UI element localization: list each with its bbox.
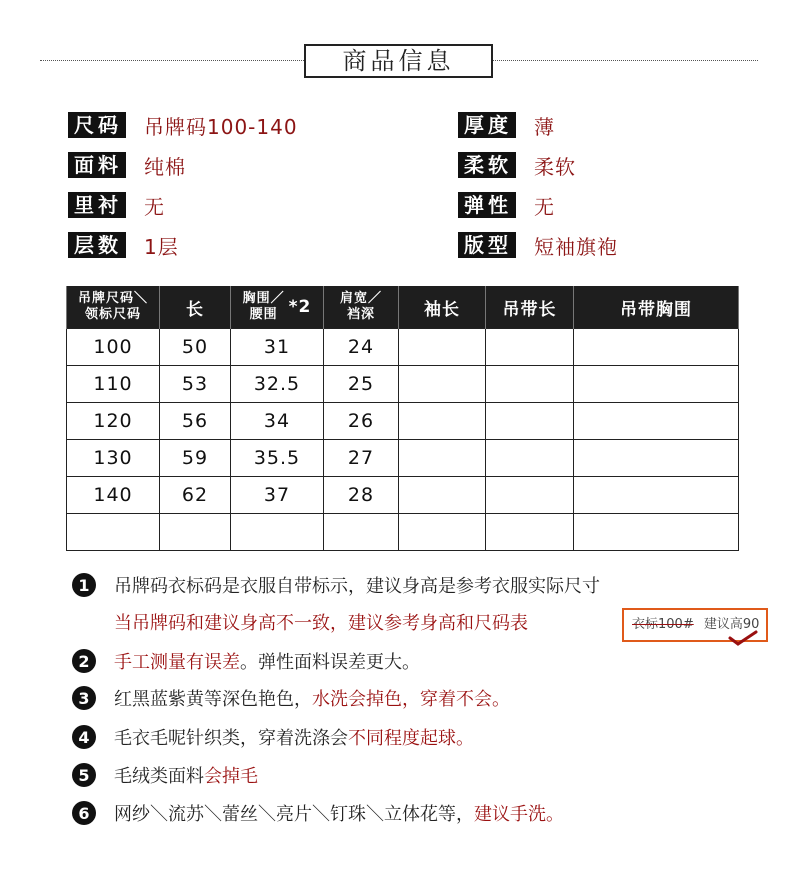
table-cell	[574, 329, 739, 366]
table-row	[67, 366, 739, 403]
note-3-red: 水洗会掉色，穿着不会。	[312, 689, 510, 710]
table-cell	[574, 366, 739, 403]
tag-struck-text: 衣标100#	[632, 617, 694, 632]
info-thickness	[458, 112, 555, 138]
info-softness	[458, 152, 576, 178]
table-row	[67, 403, 739, 440]
header-shoulder-line2: 裆深	[346, 307, 375, 322]
size-table	[66, 286, 739, 551]
softness-label: 柔软	[458, 152, 516, 178]
table-cell: 53	[160, 366, 231, 403]
note-number-2: 2	[72, 649, 96, 673]
note-5-text: 毛绒类面料	[114, 766, 204, 787]
info-fabric	[68, 152, 186, 178]
table-cell: 35.5	[231, 440, 324, 477]
table-cell: 32.5	[231, 366, 324, 403]
header-size-tag-line2: 领标尺码	[84, 307, 141, 322]
table-cell: 26	[324, 403, 399, 440]
note-1b-text: 当吊牌码和建议身高不一致，建议参考身高和尺码表	[114, 613, 528, 634]
title-line-right	[493, 60, 758, 61]
table-cell	[399, 440, 486, 477]
thickness-value: 薄	[534, 114, 555, 139]
note-number-1: 1	[72, 573, 96, 597]
note-3	[72, 683, 510, 713]
table-cell	[574, 440, 739, 477]
note-4-red: 不同程度起球。	[348, 728, 474, 749]
table-cell	[399, 477, 486, 514]
note-6-red: 建议手洗。	[474, 804, 564, 825]
size-value: 吊牌码100-140	[144, 114, 298, 139]
title-line-left	[40, 60, 304, 61]
table-row	[67, 440, 739, 477]
fabric-label: 面料	[68, 152, 126, 178]
header-strap-bust: 吊带胸围	[574, 286, 739, 329]
info-lining	[68, 192, 165, 218]
table-cell	[399, 366, 486, 403]
note-2	[72, 646, 420, 676]
note-2-red: 手工测量有误差	[114, 652, 240, 673]
table-row	[67, 477, 739, 514]
table-cell	[67, 514, 160, 551]
note-number-3: 3	[72, 686, 96, 710]
table-cell	[160, 514, 231, 551]
note-3-text: 红黑蓝紫黄等深色艳色，	[114, 689, 312, 710]
table-cell	[399, 514, 486, 551]
note-number-4: 4	[72, 725, 96, 749]
note-4	[72, 722, 474, 752]
layers-value: 1层	[144, 234, 179, 259]
note-4-text: 毛衣毛呢针织类，穿着洗涤会	[114, 728, 348, 749]
elasticity-label: 弹性	[458, 192, 516, 218]
note-1-text: 吊牌码衣标码是衣服自带标示，建议身高是参考衣服实际尺寸	[114, 576, 600, 597]
header-bust-line2: 腰围	[249, 307, 278, 322]
info-pattern	[458, 232, 618, 258]
table-cell	[574, 477, 739, 514]
info-layers	[68, 232, 179, 258]
tag-text: 建议高90	[703, 617, 760, 632]
tag-example	[622, 608, 768, 642]
note-2-text: 。弹性面料误差更大。	[240, 652, 420, 673]
note-number-6: 6	[72, 801, 96, 825]
elasticity-value: 无	[534, 194, 555, 219]
table-cell	[486, 514, 574, 551]
table-cell: 100	[67, 329, 160, 366]
note-number-5: 5	[72, 763, 96, 787]
table-cell: 110	[67, 366, 160, 403]
header-bust-waist	[231, 286, 324, 329]
check-mark-icon	[728, 630, 758, 646]
table-cell	[486, 403, 574, 440]
table-cell: 130	[67, 440, 160, 477]
table-cell	[574, 403, 739, 440]
note-1	[72, 570, 600, 600]
table-row	[67, 329, 739, 366]
header-bust-suffix: *2	[288, 297, 312, 317]
table-cell: 62	[160, 477, 231, 514]
table-cell: 24	[324, 329, 399, 366]
table-cell: 25	[324, 366, 399, 403]
header-size-tag	[67, 286, 160, 329]
table-cell	[486, 366, 574, 403]
header-size-tag-line1: 吊牌尺码＼	[77, 291, 148, 306]
note-5-red: 会掉毛	[204, 766, 258, 787]
table-cell: 27	[324, 440, 399, 477]
lining-value: 无	[144, 194, 165, 219]
table-cell: 140	[67, 477, 160, 514]
header-shoulder-line1: 肩宽／	[339, 291, 382, 306]
note-6	[72, 798, 564, 828]
softness-value: 柔软	[534, 154, 576, 179]
table-cell	[399, 329, 486, 366]
header-strap-length: 吊带长	[486, 286, 574, 329]
header-length: 长	[160, 286, 231, 329]
table-header-row	[67, 286, 739, 329]
note-5	[72, 760, 258, 790]
pattern-value: 短袖旗袍	[534, 234, 618, 259]
table-row	[67, 514, 739, 551]
note-1b	[114, 607, 528, 637]
table-cell: 56	[160, 403, 231, 440]
table-cell: 37	[231, 477, 324, 514]
table-cell	[399, 403, 486, 440]
table-cell	[324, 514, 399, 551]
fabric-value: 纯棉	[144, 154, 186, 179]
info-size	[68, 112, 298, 138]
layers-label: 层数	[68, 232, 126, 258]
size-label: 尺码	[68, 112, 126, 138]
info-elasticity	[458, 192, 555, 218]
note-6-text: 网纱＼流苏＼蕾丝＼亮片＼钉珠＼立体花等，	[114, 804, 474, 825]
table-cell: 31	[231, 329, 324, 366]
table-cell: 34	[231, 403, 324, 440]
table-cell	[486, 329, 574, 366]
table-cell: 50	[160, 329, 231, 366]
table-cell: 28	[324, 477, 399, 514]
table-cell: 120	[67, 403, 160, 440]
table-cell	[486, 477, 574, 514]
header-sleeve: 袖长	[399, 286, 486, 329]
table-cell: 59	[160, 440, 231, 477]
page-title: 商品信息	[304, 44, 493, 78]
lining-label: 里衬	[68, 192, 126, 218]
pattern-label: 版型	[458, 232, 516, 258]
table-cell	[486, 440, 574, 477]
table-cell	[574, 514, 739, 551]
table-cell	[231, 514, 324, 551]
thickness-label: 厚度	[458, 112, 516, 138]
header-shoulder	[324, 286, 399, 329]
header-bust-line1: 胸围／	[242, 291, 285, 306]
